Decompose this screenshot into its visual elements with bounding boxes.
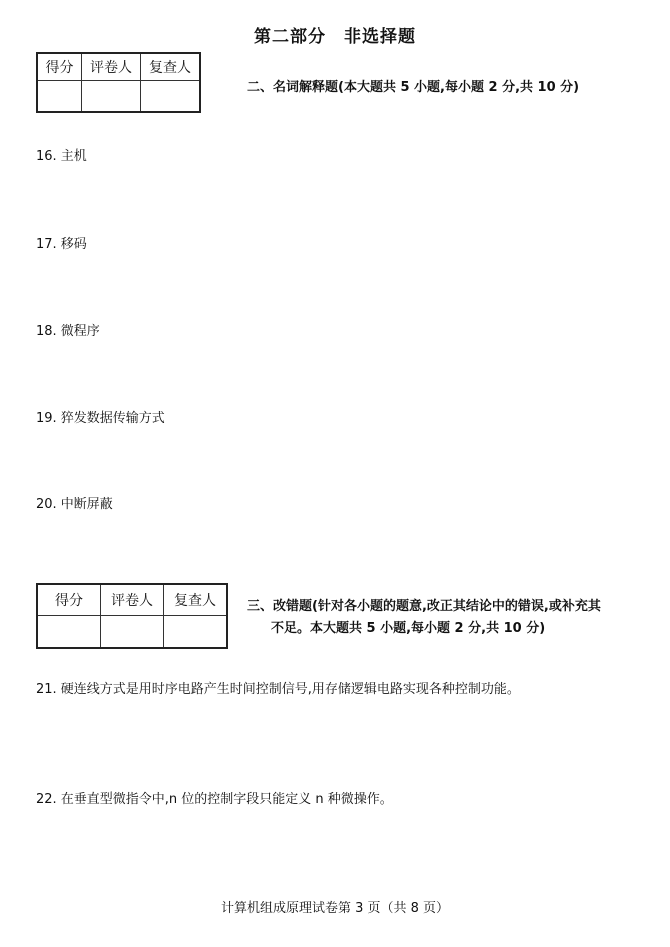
page-title: 第二部分 非选择题 bbox=[254, 27, 416, 47]
grader-header: 评卷人 bbox=[101, 584, 164, 616]
score-cell[interactable] bbox=[37, 616, 101, 649]
question-18 bbox=[36, 323, 100, 341]
question-number: 20. bbox=[36, 497, 57, 512]
grader-cell[interactable] bbox=[82, 81, 141, 113]
question-text: 猝发数据传输方式 bbox=[60, 411, 165, 426]
score-header: 得分 bbox=[37, 584, 101, 616]
question-16 bbox=[36, 148, 87, 166]
grader-cell[interactable] bbox=[101, 616, 164, 649]
page-footer: 计算机组成原理试卷第 3 页（共 8 页） bbox=[220, 901, 450, 916]
section3-heading-line2: 不足。本大题共 5 小题,每小题 2 分,共 10 分) bbox=[271, 621, 546, 636]
score-header: 得分 bbox=[37, 53, 82, 81]
question-text: 微程序 bbox=[60, 324, 100, 339]
question-number: 21. bbox=[36, 682, 57, 697]
section2-heading: 二、名词解释题(本大题共 5 小题,每小题 2 分,共 10 分) bbox=[247, 80, 580, 95]
reviewer-cell[interactable] bbox=[164, 616, 228, 649]
question-21 bbox=[36, 681, 520, 699]
section3-heading-line1: 三、改错题(针对各小题的题意,改正其结论中的错误,或补充其 bbox=[247, 599, 601, 614]
question-number: 19. bbox=[36, 411, 57, 426]
question-22 bbox=[36, 791, 393, 809]
question-number: 17. bbox=[36, 237, 57, 252]
question-number: 22. bbox=[36, 792, 57, 807]
reviewer-header: 复查人 bbox=[164, 584, 228, 616]
section3-heading bbox=[247, 596, 652, 640]
question-text: 硬连线方式是用时序电路产生时间控制信号,用存储逻辑电路实现各种控制功能。 bbox=[60, 682, 520, 697]
score-table-section2 bbox=[36, 52, 201, 113]
question-number: 16. bbox=[36, 149, 57, 164]
score-table-section3 bbox=[36, 583, 228, 649]
question-19 bbox=[36, 410, 165, 428]
question-text: 中断屏蔽 bbox=[60, 497, 113, 512]
reviewer-header: 复查人 bbox=[141, 53, 201, 81]
reviewer-cell[interactable] bbox=[141, 81, 201, 113]
question-number: 18. bbox=[36, 324, 57, 339]
question-17 bbox=[36, 236, 87, 254]
question-text: 移码 bbox=[60, 237, 87, 252]
question-text: 主机 bbox=[60, 149, 87, 164]
score-cell[interactable] bbox=[37, 81, 82, 113]
grader-header: 评卷人 bbox=[82, 53, 141, 81]
question-20 bbox=[36, 496, 113, 514]
question-text: 在垂直型微指令中,n 位的控制字段只能定义 n 种微操作。 bbox=[60, 792, 393, 807]
